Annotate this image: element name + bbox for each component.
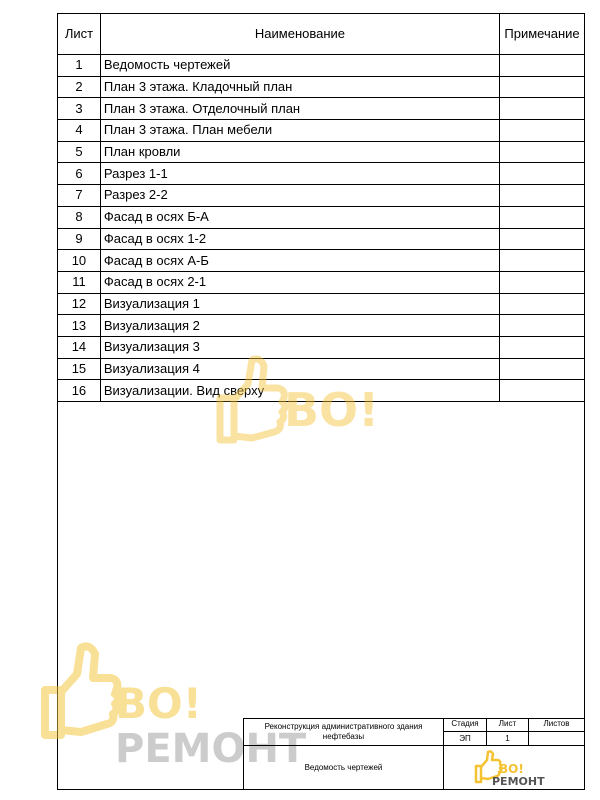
row-num: 14: [58, 336, 101, 358]
project-name: Реконструкция административного здания нефтебазы: [244, 719, 444, 746]
row-name: Визуализация 1: [100, 293, 499, 315]
stage-label: Стадия: [444, 719, 487, 732]
row-name: Разрез 2-2: [100, 185, 499, 207]
table-row: [58, 120, 585, 142]
row-num: 4: [58, 120, 101, 142]
row-note: [500, 55, 585, 77]
table-row: [58, 206, 585, 228]
title-block: [243, 718, 585, 790]
row-note: [500, 271, 585, 293]
row-name: Фасад в осях Б-А: [100, 206, 499, 228]
table-row: [58, 293, 585, 315]
row-note: [500, 120, 585, 142]
header-note: Примечание: [500, 14, 585, 55]
watermark-logo-bottom: [35, 640, 307, 772]
row-note: [500, 380, 585, 402]
row-name: Визуализация 4: [100, 358, 499, 380]
row-num: 9: [58, 228, 101, 250]
sheets-value: [529, 732, 584, 746]
row-name: Фасад в осях 1-2: [100, 228, 499, 250]
row-name: Визуализации. Вид сверху: [100, 380, 499, 402]
row-note: [500, 228, 585, 250]
row-num: 6: [58, 163, 101, 185]
row-num: 2: [58, 76, 101, 98]
watermark-center-text: ВО!: [284, 383, 380, 437]
row-note: [500, 141, 585, 163]
watermark-bottom-text-bottom: РЕМОНТ: [115, 726, 307, 772]
row-name: Фасад в осях А-Б: [100, 250, 499, 272]
row-num: 5: [58, 141, 101, 163]
row-num: 7: [58, 185, 101, 207]
row-name: План 3 этажа. План мебели: [100, 120, 499, 142]
watermark-logo-center: [212, 350, 390, 450]
sheet-value: 1: [487, 732, 529, 746]
table-row: [58, 141, 585, 163]
header-sheet: Лист: [58, 14, 101, 55]
row-note: [500, 250, 585, 272]
row-num: 10: [58, 250, 101, 272]
table-row: [58, 228, 585, 250]
company-logo: [444, 746, 584, 789]
row-note: [500, 185, 585, 207]
row-num: 3: [58, 98, 101, 120]
row-name: План кровли: [100, 141, 499, 163]
sheets-label: Листов: [529, 719, 584, 732]
table-row: [58, 185, 585, 207]
row-num: 8: [58, 206, 101, 228]
row-num: 15: [58, 358, 101, 380]
row-num: 12: [58, 293, 101, 315]
row-note: [500, 206, 585, 228]
table-header-row: [58, 14, 585, 55]
table-row: [58, 250, 585, 272]
table-row: [58, 163, 585, 185]
row-num: 11: [58, 271, 101, 293]
table-row: [58, 271, 585, 293]
row-num: 16: [58, 380, 101, 402]
logo-text-bottom: РЕМОНТ: [492, 775, 545, 788]
row-name: Визуализация 3: [100, 336, 499, 358]
row-num: 1: [58, 55, 101, 77]
table-row: [58, 76, 585, 98]
row-name: Разрез 1-1: [100, 163, 499, 185]
drawings-list-table: [57, 13, 585, 402]
row-name: Визуализация 2: [100, 315, 499, 337]
row-name: Фасад в осях 2-1: [100, 271, 499, 293]
sheet-label: Лист: [487, 719, 529, 732]
row-note: [500, 163, 585, 185]
row-note: [500, 98, 585, 120]
sheet-title: [244, 746, 444, 789]
stage-value: ЭП: [444, 732, 487, 746]
row-name: План 3 этажа. Отделочный план: [100, 98, 499, 120]
row-note: [500, 293, 585, 315]
row-note: [500, 358, 585, 380]
logo-text-top: ВО!: [499, 762, 524, 776]
table-row: [58, 315, 585, 337]
row-name: Ведомость чертежей: [100, 55, 499, 77]
row-name: План 3 этажа. Кладочный план: [100, 76, 499, 98]
thumbs-up-icon: [45, 646, 118, 735]
sheet-title-text: Ведомость чертежей: [304, 762, 383, 772]
row-num: 13: [58, 315, 101, 337]
row-note: [500, 76, 585, 98]
table-row: [58, 98, 585, 120]
row-note: [500, 315, 585, 337]
table-row: [58, 55, 585, 77]
header-name: Наименование: [100, 14, 499, 55]
thumbs-up-icon: [220, 359, 285, 440]
watermark-bottom-text-top: ВО!: [115, 679, 202, 728]
row-note: [500, 336, 585, 358]
